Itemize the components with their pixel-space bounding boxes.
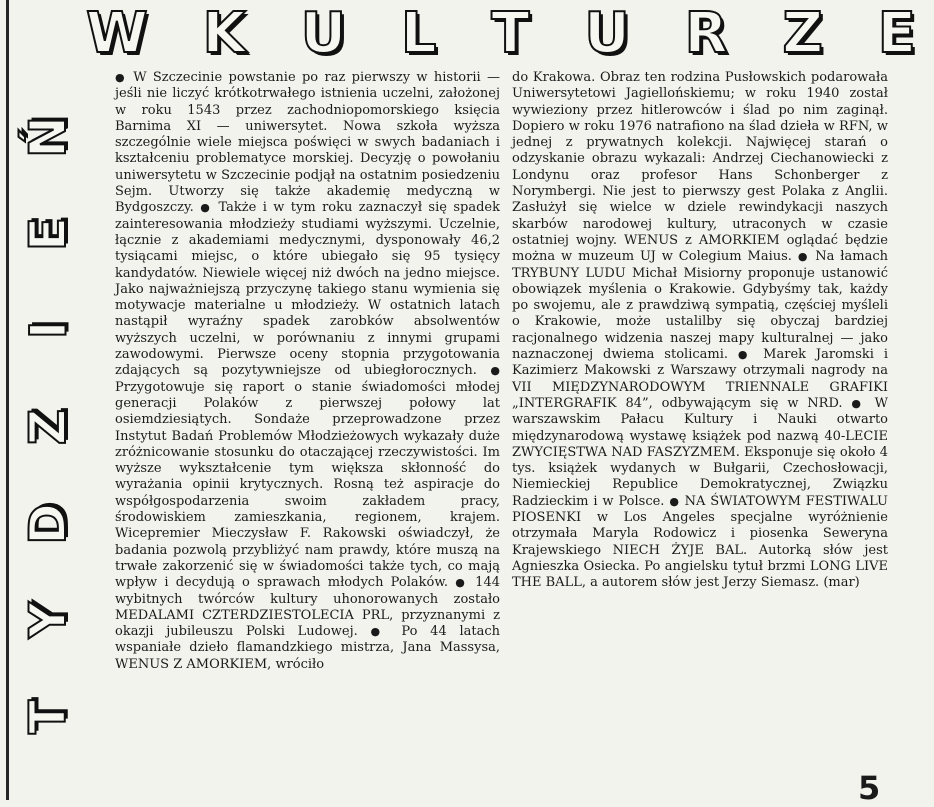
bullet-icon: ● xyxy=(669,494,680,508)
news-item-text: W warszawskim Pałacu Kultury i Nauki otwarto międzynarodową wystawę książek pod nazwą 40-LECIE ZWYCIĘSTWA NAD FASZYZMEM. Eksponuje się około 4 tys. książek wydanych w Bułgarii, Czechosłowacji, Niemieckiej Republice Demokratycznej, Związku Radzieckim i w Polsce. xyxy=(512,395,888,509)
sidebar-letter: Z xyxy=(18,408,77,446)
bullet-icon: ● xyxy=(370,625,389,639)
article-column-right xyxy=(512,70,888,592)
news-item-text: 144 wybitnych twórców kultury uhonorowanych zostało MEDALAMI CZTERDZIESTOLECIA PRL, przyznanymi z okazji jubileuszu Polski Ludowej. xyxy=(115,575,500,640)
news-item-text: Marek Jaromski i Kazimierz Makowski z Warszawy otrzymali nagrody na VII MIĘDZYNARODOWYM TRIENNALE GRAFIKI „INTERGRAFIK 84”, odbywającym się w NRD. xyxy=(512,347,888,411)
sidebar-letter: Ń xyxy=(18,116,77,158)
masthead-title xyxy=(86,2,916,66)
masthead-letter: U xyxy=(300,1,347,66)
masthead-letter: E xyxy=(877,1,916,66)
masthead-letter: T xyxy=(491,1,530,66)
bullet-icon: ● xyxy=(490,364,501,378)
news-item-text: NA ŚWIATOWYM FESTIWALU PIOSENKI w Los Angeles specjalne wyróżnienie otrzymała Maryla Rodowicz i piosenka Seweryna Krajewskiego NIECH ŻYJE BAL. Autorką słów jest Agnieszka Osiecka. Po angielsku tytuł brzmi LONG LIVE THE BALL, a autorem słów jest Jerzy Siemasz. (mar) xyxy=(512,493,888,591)
bullet-icon: ● xyxy=(455,576,468,590)
sidebar-letter: T xyxy=(18,699,77,734)
news-item xyxy=(512,70,888,592)
news-item-text: Na łamach TRYBUNY LUDU Michał Misiorny proponuje ustanowić obowiązek myślenia o Krakowie. Gdybyśmy tak, każdy po swojemu, ale z prawdziwą sympatią, częściej myśleli o Krakowie, może ustalilby się obyczaj bardziej racjonalnego widzenia naszej mapy kulturalnej — jako naznaczonej dwiema stolicami. xyxy=(512,249,888,363)
masthead-letter: R xyxy=(684,1,728,66)
bullet-icon: ● xyxy=(797,250,810,264)
sidebar-letter: Y xyxy=(19,602,77,639)
sidebar-letter: E xyxy=(19,216,77,251)
left-border-rule xyxy=(6,0,9,800)
news-item-text: Przygotowuje się raport o stanie świadomości młodej generacji Polaków z pierwszej połowy lat osiemdziesiątych. Sondaże przeprowadzone przez Instytut Badań Problemów Młodzieżowych wykazały duże zróżnicowanie stosunku do otaczającej rzeczywistości. Im wyższe wykształcenie tym większa skłonność do wyrażania opinii krytycznych. Rosną też aspiracje do współgospodarzenia swoim zakładem pracy, środowiskiem zamieszkania, regionem, krajem. Wicepremier Mieczysław F. Rakowski oświadczył, że badania pozwolą przybliżyć nam prawdy, które muszą na trwałe zakorzenić się w świadomości także tych, co mają wpływ i decydują o sprawach młodych Polaków. xyxy=(115,379,500,591)
masthead-letter: U xyxy=(584,1,630,66)
bullet-icon: ● xyxy=(115,71,127,84)
news-item-text: W Szczecinie powstanie po raz pierwszy w historii — jeśli nie liczyć krótkotrwałego istnienia uczelni, założonej w roku 1543 przez zachodniopomorskiego księcia Barnima XI — uniwersytet. Nowa szkoła wyższa szczególnie wiele miejsca poświęci w swych badaniach i kształceniu problematyce morskiej. Decyzję o powołaniu uniwersytetu w Szczecinie podjął na ostatnim posiedzeniu Sejm. Utworzy się także akademię medyczną w Bydgoszczy. xyxy=(115,70,500,216)
bullet-icon: ● xyxy=(200,201,213,215)
bullet-icon: ● xyxy=(737,348,754,362)
page-number: 5 xyxy=(858,769,881,807)
masthead-letter: W xyxy=(86,1,148,66)
masthead-letter: K xyxy=(202,1,246,66)
bullet-icon: ● xyxy=(851,396,866,410)
sidebar-letter: D xyxy=(18,502,77,545)
sidebar-letter: I xyxy=(18,321,77,340)
article-column-left xyxy=(115,70,500,673)
masthead-letter: Z xyxy=(782,1,823,66)
news-item xyxy=(115,70,500,673)
masthead-letter: L xyxy=(400,1,437,66)
news-item-text: Także i w tym roku zaznaczył się spadek zainteresowania młodzieży studiami wyższymi. Uczelnie, łącznie z akademiami medycznymi, dysponowały 46,2 tysiącami miejsc, o które ubiegało się 95 tysięcy kandydatów. Niewiele więcej niż dwóch na jedno miejsce. Jako najważniejszą przyczynę takiego stanu wymienia się motywacje materialne u młodzieży. W ostatnich latach nastąpił wyraźny spadek zarobków absolwentów wyższych uczelni, w porównaniu z innymi grupami zawodowymi. Pierwsze oceny stopnia przygotowania zdających są pozytywniejsze od ubiegłorocznych. xyxy=(115,200,500,379)
vertical-section-title xyxy=(18,112,78,742)
news-item-text: do Krakowa. Obraz ten rodzina Pusłowskich podarowała Uniwersytetowi Jagiellońskiemu; w roku 1940 został wywieziony przez hitlerowców i ślad po nim zaginął. Dopiero w roku 1976 natrafiono na ślad dzieła w RFN, w jednej z prywatnych kolekcji. Najwięcej starań o odzyskanie obrazu wykazali: Andrzej Ciechanowiecki z Londynu oraz profesor Hans Schonberger z Norymbergi. Nie jest to pierwszy gest Polaka z Anglii. Zasłużył się wielce w dziele rewindykacji naszych skarbów narodowej kultury, utraconych w czasie ostatniej wojny. WENUS z AMORKIEM oglądać będzie można w muzeum UJ w Colegium Maius. xyxy=(512,70,888,265)
news-item-text: Po 44 latach wspaniałe dzieło flamandzkiego mistrza, Jana Massysa, WENUS Z AMORKIEM, wróciło xyxy=(115,624,500,672)
